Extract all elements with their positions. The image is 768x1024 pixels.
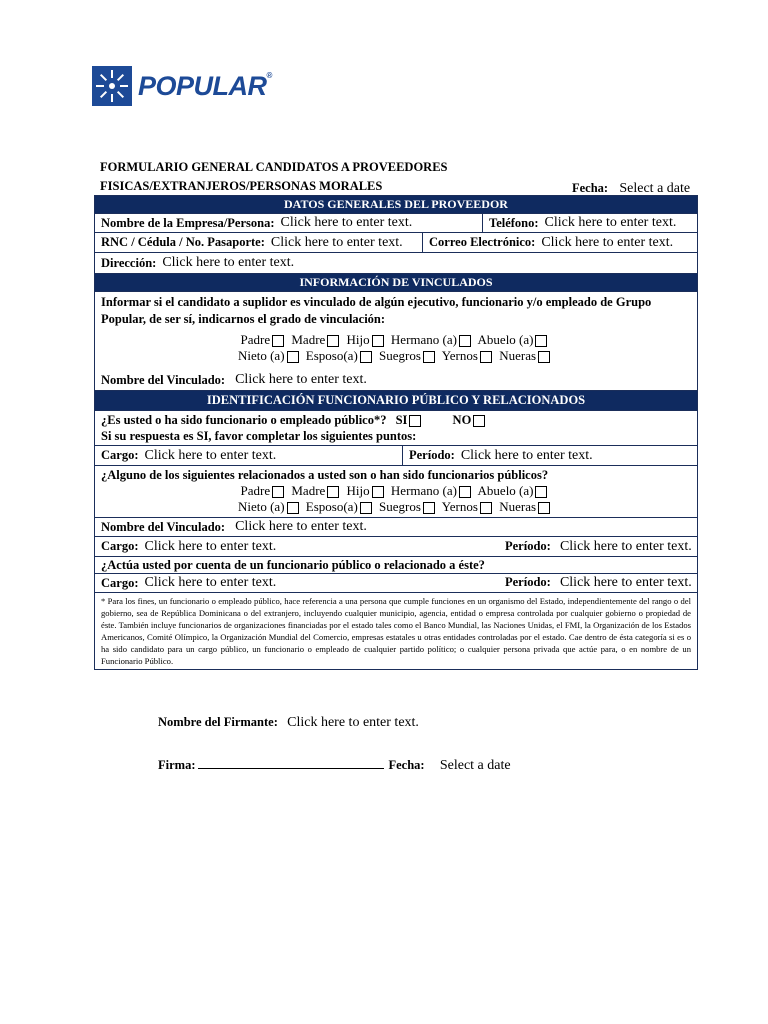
rel-label-madre: Madre <box>291 483 326 498</box>
rel-checkbox-hermano[interactable] <box>459 486 471 498</box>
rel-checkbox-yernos[interactable] <box>480 502 492 514</box>
logo-text: POPULAR <box>138 70 267 101</box>
row-cargo-periodo-2 <box>95 536 697 556</box>
rel-label-abuelo: Abuelo (a) <box>477 483 534 498</box>
vinculados-checks-row1 <box>101 332 691 348</box>
vinculado-label: Nombre del Vinculado: <box>101 372 226 387</box>
relacionados-checks-row1 <box>101 483 691 499</box>
checkbox-no[interactable] <box>473 415 485 427</box>
form-title-line1: FORMULARIO GENERAL CANDIDATOS A PROVEEDORES <box>100 160 448 174</box>
direccion-input[interactable]: Click here to enter text. <box>162 255 295 270</box>
logo-registered-mark: ® <box>266 70 272 80</box>
rel-checkbox-nieto[interactable] <box>287 502 299 514</box>
checkbox-yernos[interactable] <box>480 351 492 363</box>
vinculados-checks-row2 <box>101 348 691 364</box>
no-label: NO <box>452 413 472 427</box>
checkbox-padre[interactable] <box>272 335 284 347</box>
row-cargo-periodo-3 <box>95 573 697 592</box>
telefono-input[interactable]: Click here to enter text. <box>544 215 677 230</box>
checkbox-hijo[interactable] <box>372 335 384 347</box>
periodo-input-2[interactable]: Click here to enter text. <box>559 538 692 554</box>
firma-line[interactable] <box>198 758 384 769</box>
firmante-label: Nombre del Firmante: <box>158 715 278 729</box>
vinculado-input[interactable]: Click here to enter text. <box>235 372 367 387</box>
direccion-label: Dirección: <box>101 255 157 270</box>
vinculado-input-2[interactable]: Click here to enter text. <box>235 519 367 534</box>
telefono-label: Teléfono: <box>489 215 539 230</box>
row-empresa-telefono <box>95 213 697 232</box>
rel-label-nieto: Nieto (a) <box>237 499 285 514</box>
checkbox-hermano[interactable] <box>459 335 471 347</box>
rel-checkbox-madre[interactable] <box>327 486 339 498</box>
vinculados-question: Informar si el candidato a suplidor es vinculado de algún ejecutivo, funcionario y/o empleado de Grupo Popular, de ser sí, indicarnos el grado de vinculación: <box>101 295 652 326</box>
chk-label-padre: Padre <box>240 332 271 347</box>
rel-checkbox-abuelo[interactable] <box>535 486 547 498</box>
periodo-label-3: Período: <box>505 575 551 589</box>
rel-label-suegros: Suegros <box>379 499 421 514</box>
chk-label-nueras: Nueras <box>499 348 537 363</box>
section-header-datos-generales: DATOS GENERALES DEL PROVEEDOR <box>95 196 697 213</box>
rel-label-hijo: Hijo <box>346 483 370 498</box>
chk-label-suegros: Suegros <box>379 348 421 363</box>
vinculado-label-2: Nombre del Vinculado: <box>101 519 226 534</box>
rel-checkbox-suegros[interactable] <box>423 502 435 514</box>
row-actua-question <box>95 556 697 573</box>
cargo-input-2[interactable]: Click here to enter text. <box>144 538 277 554</box>
row-direccion <box>95 252 697 273</box>
top-date-label: Fecha: <box>572 181 609 195</box>
checkbox-nueras[interactable] <box>538 351 550 363</box>
main-form <box>94 195 698 670</box>
empresa-input[interactable]: Click here to enter text. <box>280 215 413 230</box>
rel-label-esposo: Esposo(a) <box>305 499 358 514</box>
popular-logo-icon <box>92 66 132 106</box>
rel-label-padre: Padre <box>240 483 271 498</box>
cargo-input-3[interactable]: Click here to enter text. <box>144 575 277 590</box>
checkbox-esposo[interactable] <box>360 351 372 363</box>
popular-logo <box>92 66 272 106</box>
firma-date-picker[interactable]: Select a date <box>439 758 511 773</box>
funcionario-question: ¿Es usted o ha sido funcionario o empleado público*? <box>101 413 387 427</box>
chk-label-yernos: Yernos <box>441 348 478 363</box>
si-label: SI <box>395 413 408 427</box>
periodo-input-1[interactable]: Click here to enter text. <box>460 447 593 463</box>
checkbox-madre[interactable] <box>327 335 339 347</box>
chk-label-hijo: Hijo <box>346 332 370 347</box>
correo-input[interactable]: Click here to enter text. <box>541 234 674 250</box>
rnc-label: RNC / Cédula / No. Pasaporte: <box>101 235 265 249</box>
rel-checkbox-padre[interactable] <box>272 486 284 498</box>
checkbox-si[interactable] <box>409 415 421 427</box>
periodo-label-1: Período: <box>409 448 455 462</box>
firmante-group <box>158 714 419 731</box>
chk-label-nieto: Nieto (a) <box>237 348 285 363</box>
funcionario-note: Si su respuesta es SI, favor completar los siguientes puntos: <box>101 429 417 443</box>
cargo-label-1: Cargo: <box>101 448 139 462</box>
correo-label: Correo Electrónico: <box>429 235 536 249</box>
chk-label-abuelo: Abuelo (a) <box>477 332 534 347</box>
firma-date-label: Fecha: <box>388 758 425 772</box>
periodo-input-3[interactable]: Click here to enter text. <box>559 575 692 590</box>
rel-checkbox-hijo[interactable] <box>372 486 384 498</box>
row-cargo-periodo-1 <box>95 445 697 465</box>
periodo-label-2: Período: <box>505 538 551 553</box>
rel-checkbox-nueras[interactable] <box>538 502 550 514</box>
vinculados-block <box>95 291 697 390</box>
funcionario-question-block <box>95 410 697 445</box>
relacionados-question: ¿Alguno de los siguientes relacionados a usted son o han sido funcionarios públicos? <box>101 468 549 482</box>
rel-label-nueras: Nueras <box>499 499 537 514</box>
firmante-input[interactable]: Click here to enter text. <box>287 715 419 730</box>
rnc-input[interactable]: Click here to enter text. <box>270 234 403 250</box>
firma-group <box>158 757 511 774</box>
chk-label-esposo: Esposo(a) <box>305 348 358 363</box>
checkbox-abuelo[interactable] <box>535 335 547 347</box>
row-vinculado-2 <box>95 517 697 536</box>
empresa-label: Nombre de la Empresa/Persona: <box>101 215 275 230</box>
chk-label-hermano: Hermano (a) <box>390 332 457 347</box>
relacionados-block <box>95 465 697 517</box>
top-date-picker[interactable]: Select a date <box>619 181 691 196</box>
actua-question: ¿Actúa usted por cuenta de un funcionario público o relacionado a éste? <box>101 557 485 572</box>
rel-label-yernos: Yernos <box>441 499 478 514</box>
footnote-definition: * Para los fines, un funcionario o empleado público, hace referencia a una persona que cumple funciones en un organismo del Estado, independientemente del rango o del gobierno, sea de República Dominicana o del extranjero, incluyendo cualquier municipio, agencia, entidad o empresa controlada por cualquier gobierno o propiedad de éste. También incluye funcionarios de organizaciones financiadas por el estado tales como el Banco Mundial, las Naciones Unidas, el FMI, la Organización de los Estados Americanos, Comité Olímpico, la Organización Mundial del Comercio, empresas estatales u otras entidades controladas por el estado. Cae dentro de ésta categoría si es o ha sido candidato para un cargo público, un funcionario o empleado de cualquier partido político; o cualquier persona privada que actúe para, o en nombre de un Funcionario Público. <box>95 592 697 669</box>
cargo-input-1[interactable]: Click here to enter text. <box>144 447 277 463</box>
cargo-label-2: Cargo: <box>101 539 139 553</box>
checkbox-suegros[interactable] <box>423 351 435 363</box>
row-rnc-correo <box>95 232 697 252</box>
checkbox-nieto[interactable] <box>287 351 299 363</box>
firma-label: Firma: <box>158 758 196 772</box>
relacionados-checks-row2 <box>101 499 691 515</box>
rel-checkbox-esposo[interactable] <box>360 502 372 514</box>
section-header-funcionario: IDENTIFICACIÓN FUNCIONARIO PÚBLICO Y RELACIONADOS <box>95 390 697 410</box>
chk-label-madre: Madre <box>291 332 326 347</box>
form-title-line2: FISICAS/EXTRANJEROS/PERSONAS MORALES <box>100 179 383 193</box>
section-header-vinculados: INFORMACIÓN DE VINCULADOS <box>95 273 697 291</box>
rel-label-hermano: Hermano (a) <box>390 483 457 498</box>
cargo-label-3: Cargo: <box>101 575 139 590</box>
